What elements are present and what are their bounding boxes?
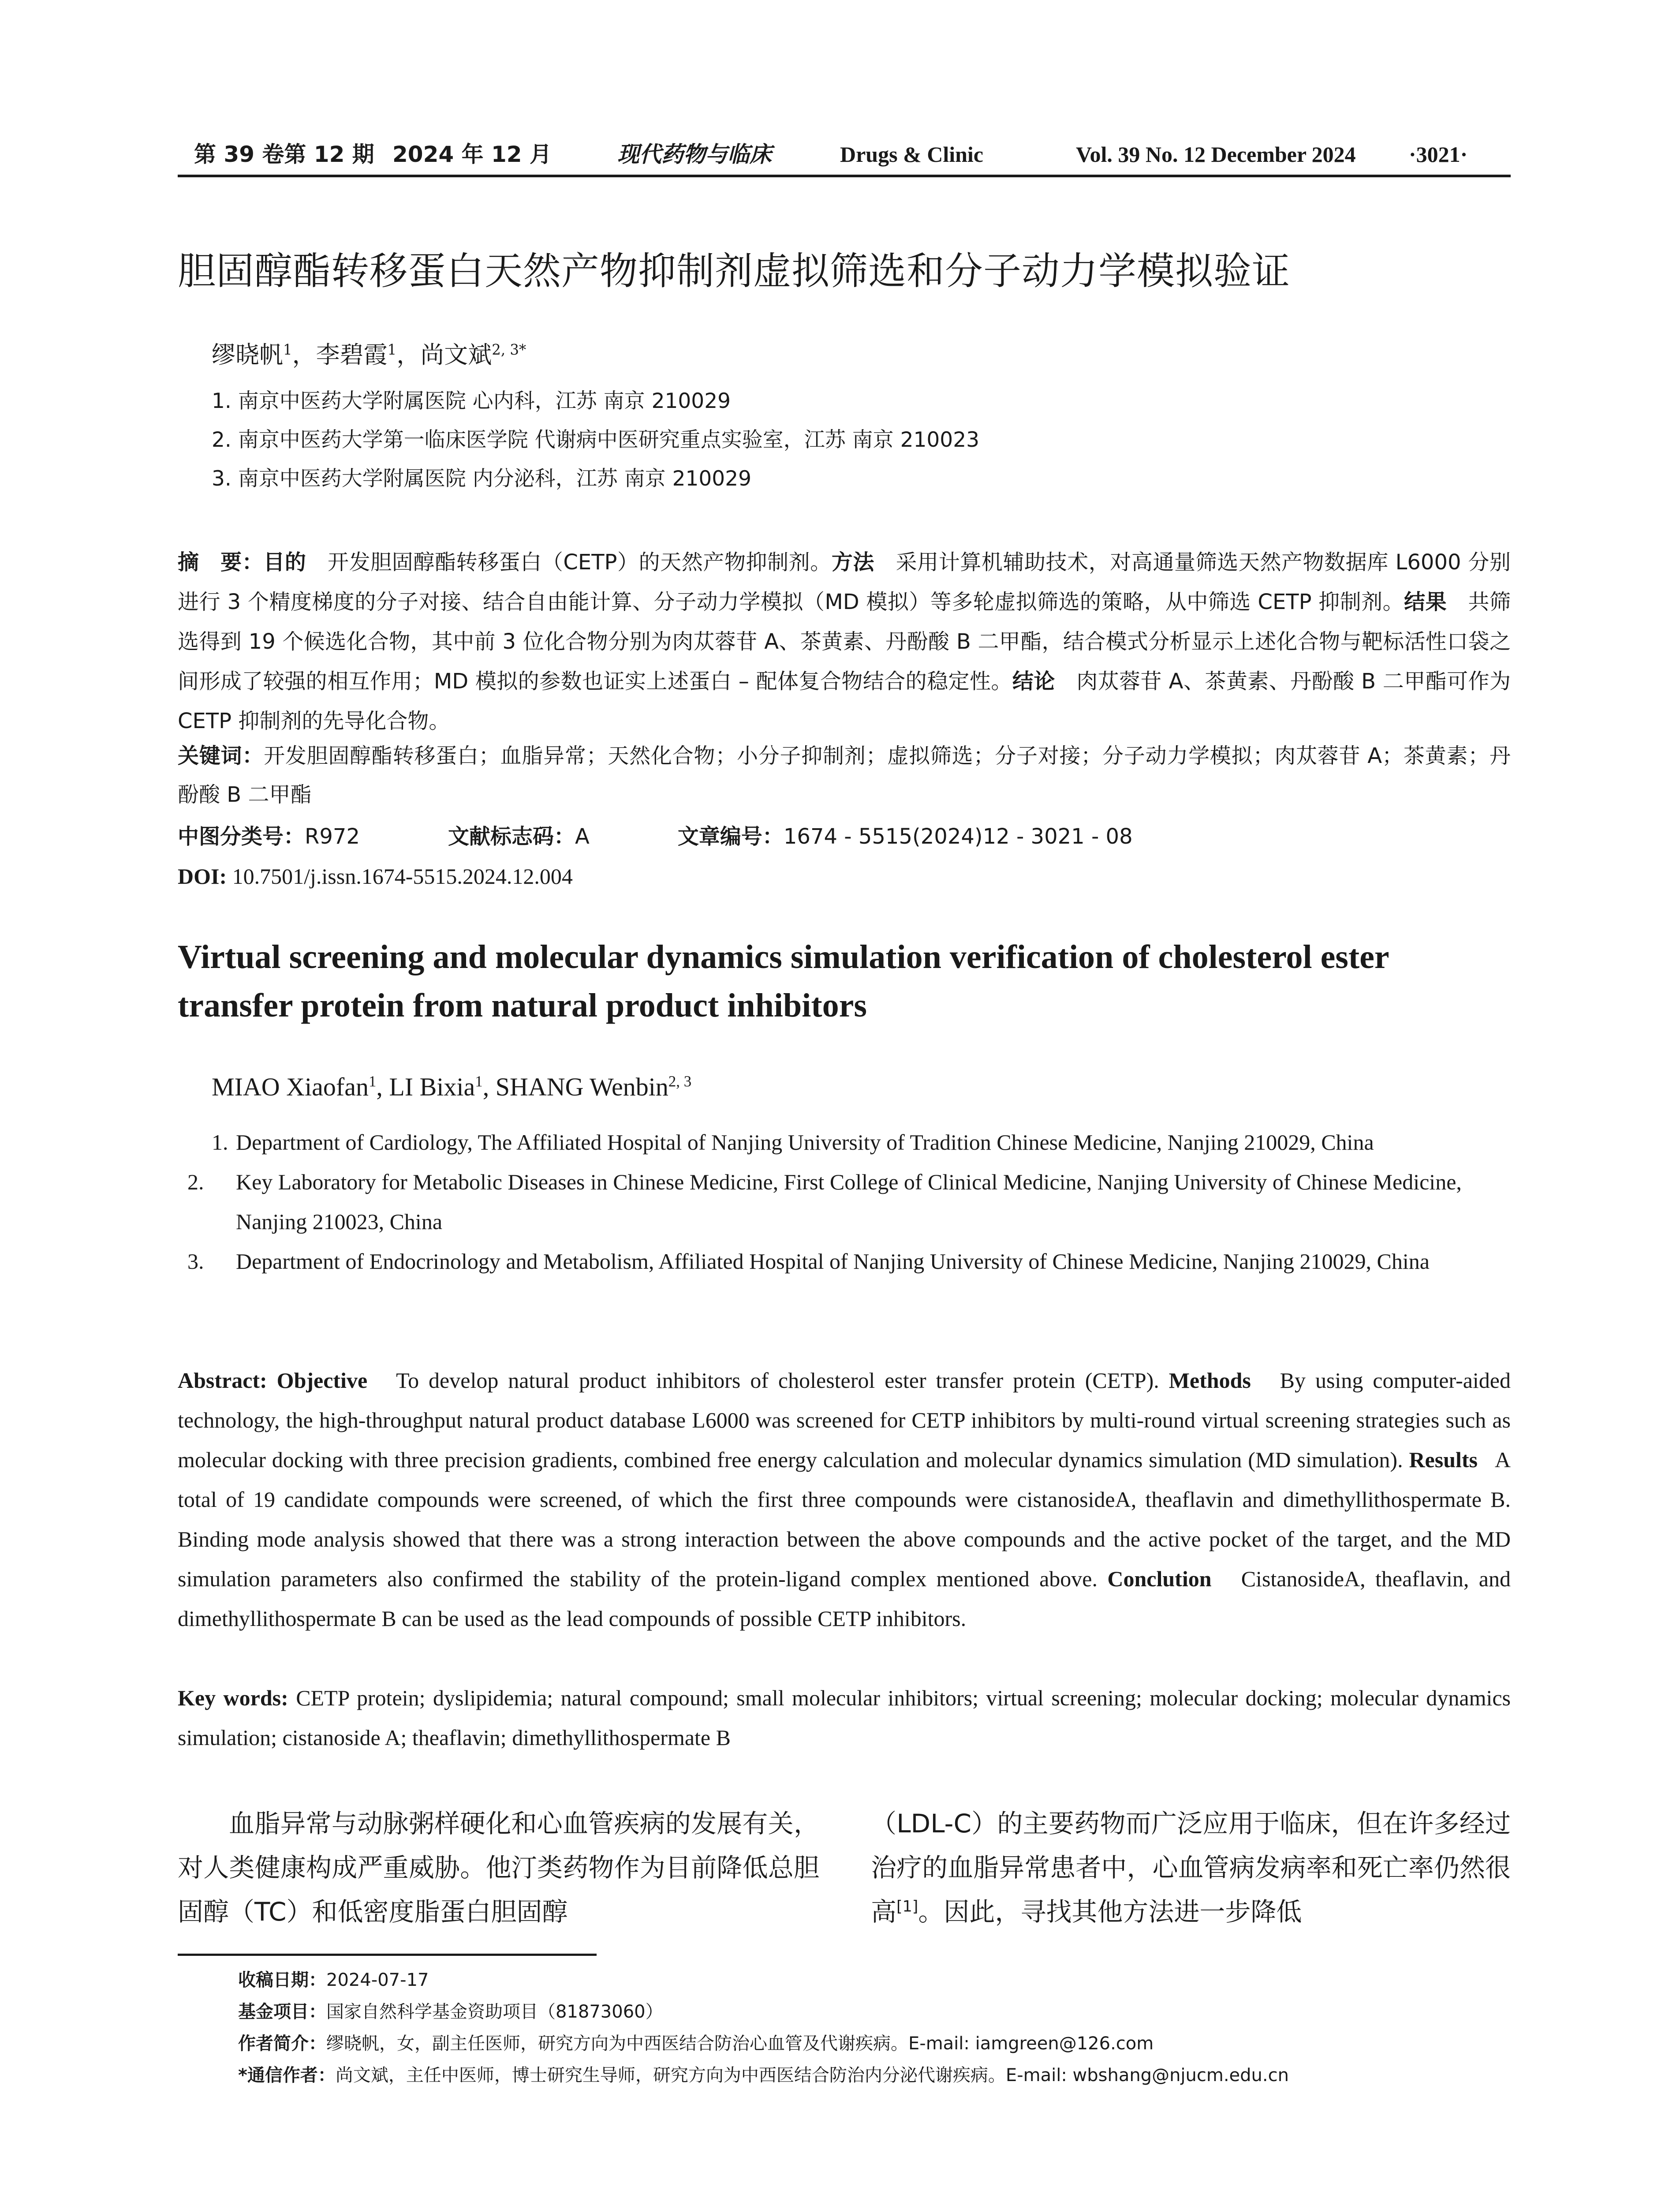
classification-row (178, 821, 1133, 852)
header-rule (178, 175, 1511, 177)
keywords-en (178, 1678, 1511, 1757)
header-page-number: ·3021· (1409, 142, 1468, 167)
article-no-value: 1674 - 5515(2024)12 - 3021 - 08 (783, 824, 1133, 849)
author-zh-3: 尚文斌 (420, 341, 492, 369)
received-label: 收稿日期： (238, 1970, 326, 1990)
abstract-zh-label: 摘 要： (178, 550, 264, 575)
doi-label: DOI: (178, 864, 227, 889)
received-date: 2024-07-17 (326, 1970, 429, 1990)
body-right-text-2: 。因此，寻找其他方法进一步降低 (918, 1897, 1302, 1927)
abstract-zh-objective-label: 目的 (263, 550, 306, 575)
author-en-2-sup: 1 (475, 1073, 483, 1090)
author-zh-2: 李碧霞 (316, 341, 388, 369)
abstract-en-conclusion-label: Conclution (1107, 1566, 1212, 1591)
affiliation-en-2 (187, 1162, 1511, 1241)
affiliation-zh-2: 2. 南京中医药大学第一临床医学院 代谢病中医研究重点实验室，江苏 南京 210023 (212, 428, 980, 452)
header-journal-zh: 现代药物与临床 (617, 142, 772, 167)
title-en: Virtual screening and molecular dynamics simulation verification of cholesterol ester transfer protein from natural product inhibitors (178, 938, 1389, 1024)
clc-value: R972 (305, 824, 360, 849)
author-bio-label: 作者简介： (238, 2033, 326, 2054)
body-left-column: 血脂异常与动脉粥样硬化和心血管疾病的发展有关，对人类健康构成严重威胁。他汀类药物作为目前降低总胆固醇（TC）和低密度脂蛋白胆固醇 (178, 1809, 819, 1927)
abstract-en-results: A total of 19 candidate compounds were screened, of which the first three compounds were cistanosideA, theaflavin and dimethyllithospermate B. Binding mode analysis showed that there was a strong interaction between the above compounds and the active pocket of the target, and the MD simulation parameters also confirmed the stability of the protein-ligand complex mentioned above. (178, 1447, 1511, 1591)
affiliation-en-3-text: Department of Endocrinology and Metabolism, Affiliated Hospital of Nanjing University of Chinese Medicine, Nanjing 210029, China (236, 1249, 1430, 1274)
footnote-corresponding (238, 2063, 1289, 2088)
abstract-zh-results-label: 结果 (1404, 590, 1447, 614)
author-zh-1: 缪晓帆 (212, 341, 283, 369)
corresponding-label: *通信作者： (238, 2065, 336, 2085)
author-separator: , (376, 1073, 389, 1101)
authors-en (212, 1072, 691, 1102)
footnote-fund (238, 1999, 663, 2024)
fund-text: 国家自然科学基金资助项目（81873060） (326, 2002, 663, 2022)
title-zh: 胆固醇酯转移蛋白天然产物抑制剂虚拟筛选和分子动力学模拟验证 (178, 249, 1290, 293)
author-separator: , (482, 1073, 496, 1101)
body-right-column (871, 1801, 1511, 1934)
abstract-zh-methods: 采用计算机辅助技术，对高通量筛选天然产物数据库 L6000 分别进行 3 个精度梯度的分子对接、结合自由能计算、分子动力学模拟（MD 模拟）等多轮虚拟筛选的策略，从中筛选 CETP 抑制剂。 (178, 550, 1511, 614)
author-en-1: MIAO Xiaofan (212, 1073, 369, 1101)
keywords-en-text: CETP protein; dyslipidemia; natural compound; small molecular inhibitors; virtual screening; molecular docking; molecular dynamics simulation; cistanoside A; theaflavin; dimethyllithospermate B (178, 1686, 1511, 1750)
author-separator: ， (396, 341, 421, 369)
abstract-zh-results: 共筛选得到 19 个候选化合物，其中前 3 位化合物分别为肉苁蓉苷 A、茶黄素、丹酚酸 B 二甲酯，结合模式分析显示上述化合物与靶标活性口袋之间形成了较强的相互作用；MD 模拟的参数也证实上述蛋白 – 配体复合物结合的稳定性。 (178, 590, 1511, 694)
abstract-zh-objective: 开发胆固醇酯转移蛋白（CETP）的天然产物抑制剂。 (328, 550, 832, 575)
article-no-label: 文章编号： (677, 824, 784, 849)
header-date-zh: 2024 年 12 月 (392, 142, 552, 167)
abstract-en-methods-label: Methods (1169, 1368, 1251, 1393)
footnote-rule (178, 1954, 597, 1956)
affiliation-zh-3: 3. 南京中医药大学附属医院 内分泌科，江苏 南京 210029 (212, 467, 752, 491)
author-en-1-sup: 1 (368, 1073, 377, 1090)
doi-value: 10.7501/j.issn.1674-5515.2024.12.004 (232, 864, 573, 889)
affiliation-en-2-num: 2. (187, 1170, 204, 1194)
author-en-3: SHANG Wenbin (495, 1073, 668, 1101)
author-bio-text: 缪晓帆，女，副主任医师，研究方向为中西医结合防治心血管及代谢疾病。E-mail: iamgreen@126.com (326, 2033, 1154, 2054)
affiliation-zh-1: 1. 南京中医药大学附属医院 心内科，江苏 南京 210029 (212, 389, 731, 413)
header-journal-en: Drugs & Clinic (840, 142, 983, 167)
abstract-en-objective: To develop natural product inhibitors of cholesterol ester transfer protein (CETP). (396, 1368, 1159, 1393)
doc-code-label: 文献标志码： (448, 824, 575, 849)
author-en-2: LI Bixia (389, 1073, 475, 1101)
author-zh-3-sup: 2, 3* (492, 341, 526, 358)
body-right-text-1: （LDL-C）的主要药物而广泛应用于临床，但在许多经过治疗的血脂异常患者中，心血管病发病率和死亡率仍然很高 (871, 1809, 1511, 1927)
abstract-en-conclusion: CistanosideA, theaflavin, and dimethyllithospermate B can be used as the lead compounds of possible CETP inhibitors. (178, 1566, 1511, 1631)
abstract-zh-methods-label: 方法 (831, 550, 874, 575)
abstract-zh-conclusion-label: 结论 (1012, 669, 1055, 694)
abstract-en (178, 1360, 1511, 1638)
affiliation-en-3-num: 3. (187, 1249, 204, 1274)
keywords-en-label: Key words: (178, 1686, 288, 1710)
abstract-zh (178, 542, 1511, 741)
abstract-en-label: Abstract: (178, 1368, 267, 1393)
fund-label: 基金项目： (238, 2002, 326, 2022)
abstract-zh-conclusion: 肉苁蓉苷 A、茶黄素、丹酚酸 B 二甲酯可作为 CETP 抑制剂的先导化合物。 (178, 669, 1511, 733)
affiliation-en-1 (212, 1122, 1511, 1162)
abstract-en-results-label: Results (1409, 1447, 1478, 1472)
author-en-3-sup: 2, 3 (668, 1073, 692, 1090)
affiliation-en-3 (187, 1241, 1511, 1281)
header-vol-issue-zh: 第 39 卷第 12 期 (194, 142, 374, 167)
reference-citation: [1] (896, 1898, 918, 1916)
keywords-zh-label: 关键词： (178, 744, 264, 768)
abstract-en-objective-label: Objective (276, 1368, 368, 1393)
doc-code-value: A (575, 824, 590, 849)
authors-zh (212, 340, 526, 370)
clc-label: 中图分类号： (178, 824, 305, 849)
author-separator: ， (292, 341, 316, 369)
keywords-zh-text: 开发胆固醇酯转移蛋白；血脂异常；天然化合物；小分子抑制剂；虚拟筛选；分子对接；分子动力学模拟；肉苁蓉苷 A；茶黄素；丹酚酸 B 二甲酯 (178, 744, 1511, 807)
affiliation-en-2-text: Key Laboratory for Metabolic Diseases in Chinese Medicine, First College of Clinical Medicine, Nanjing University of Chinese Medicine, Nanjing 210023, China (236, 1170, 1462, 1234)
header-vol-issue-en: Vol. 39 No. 12 December 2024 (1076, 142, 1356, 167)
keywords-zh (178, 736, 1511, 814)
affiliation-en-1-num: 1. (212, 1130, 228, 1155)
author-zh-1-sup: 1 (283, 341, 292, 358)
author-zh-2-sup: 1 (387, 341, 397, 358)
corresponding-text: 尚文斌，主任中医师，博士研究生导师，研究方向为中西医结合防治内分泌代谢疾病。E-mail: wbshang@njucm.edu.cn (335, 2065, 1289, 2085)
doi-row (178, 861, 573, 892)
abstract-en-methods: By using computer-aided technology, the high-throughput natural product database L6000 was screened for CETP inhibitors by multi-round virtual screening strategies such as molecular docking with three precision gradients, combined free energy calculation and molecular dynamics simulation (MD simulation). (178, 1368, 1511, 1472)
affiliation-en-1-text: Department of Cardiology, The Affiliated Hospital of Nanjing University of Tradition Chinese Medicine, Nanjing 210029, China (236, 1130, 1374, 1155)
footnote-received (238, 1968, 429, 1992)
footnote-author (238, 2031, 1154, 2056)
